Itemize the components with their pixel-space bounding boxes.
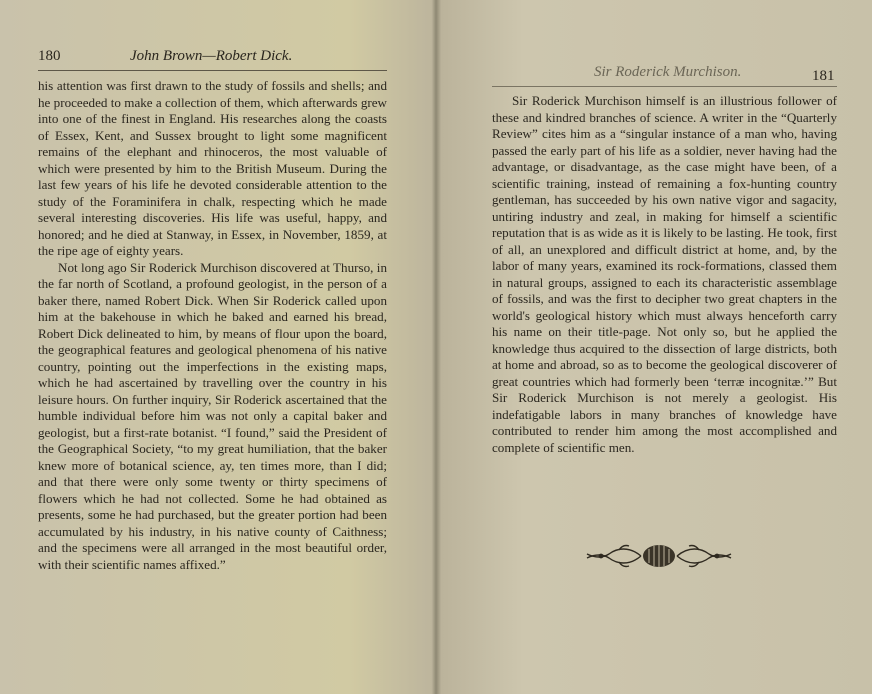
right-page-body: [492, 93, 837, 456]
right-page: [436, 0, 872, 694]
page-number-right: 181: [812, 68, 835, 84]
page-number-left: 180: [38, 48, 61, 64]
header-rule-right: [492, 86, 837, 87]
right-paragraph-1: Sir Roderick Murchison himself is an illustrious follower of these and kindred branches of science. A writer in the “Quarterly Review” cites him as a “singular instance of a man who, having passed the early part of his life as a soldier, never having had the advantage, or disadvantage, as the case might have been, of a scientific training, instead of remaining a fox-hunting country gentleman, has succeeded by his own native vigor and sagacity, untiring industry and zeal, in making for himself a scientific reputation that is as wide as it is likely to be lasting. He took, first of all, an unexplored and difficult district at home, and, by the labor of many years, examined its rock-formations, classed them in natural groups, assigned to each its characteristic assemblage of fossils, and was the first to decipher two great chapters in the world's geological history which must always henceforth carry his name on their title-page. Not only so, but he applied the knowledge thus acquired to the dissection of large districts, both at home and abroad, so as to become the geological discoverer of great countries which had formerly been ‘terræ incognitæ.’” But Sir Roderick Murchison is not merely a geologist. His indefatigable labors in many branches of knowledge have contributed to render him among the most accomplished and complete of scientific men.: [492, 93, 837, 455]
left-paragraph-1: his attention was first drawn to the study of fossils and shells; and he proceeded to make a collection of them, which afterwards grew into one of the finest in England. His researches along the coasts of Essex, Kent, and Sussex brought to light some magnificent remains of the elephant and rhinoceros, the most valuable of which were presented by him to the British Museum. During the last few years of his life he devoted considerable attention to the study of the Foraminifera in chalk, respecting which he made several interesting discoveries. His life was useful, happy, and honored; and he died at Stanway, in Essex, in November, 1859, at the ripe age of eighty years.: [38, 78, 387, 258]
ornament-tailpiece-icon: [579, 536, 739, 576]
left-page-body: [38, 78, 387, 573]
running-head-left: John Brown—Robert Dick.: [130, 48, 293, 64]
running-head-right: Sir Roderick Murchison.: [594, 64, 742, 80]
header-rule-left: [38, 70, 387, 71]
left-paragraph-2: Not long ago Sir Roderick Murchison discovered at Thurso, in the far north of Scotland, a profound geologist, in the person of a baker there, named Robert Dick. When Sir Roderick called upon him at the bakehouse in which he baked and earned his bread, Robert Dick delineated to him, by means of flour upon the board, the geographical features and geological phenomena of his native country, pointing out the imperfections in the existing maps, which he had ascertained by travelling over the country in his leisure hours. On further inquiry, Sir Roderick ascertained that the humble individual before him was not only a capital baker and geologist, but a first-rate botanist. “I found,” said the President of the Geographical Society, “to my great humiliation, that the baker knew more of botanical science, ay, ten times more, than I did; and that there were only some twenty or thirty specimens of flowers which he had not collected. Some he had obtained as presents, some he had purchased, but the greater portion had been accumulated by his industry, in his native county of Caithness; and the specimens were all arranged in the most beautiful order, with their scientific names affixed.”: [38, 259, 387, 572]
